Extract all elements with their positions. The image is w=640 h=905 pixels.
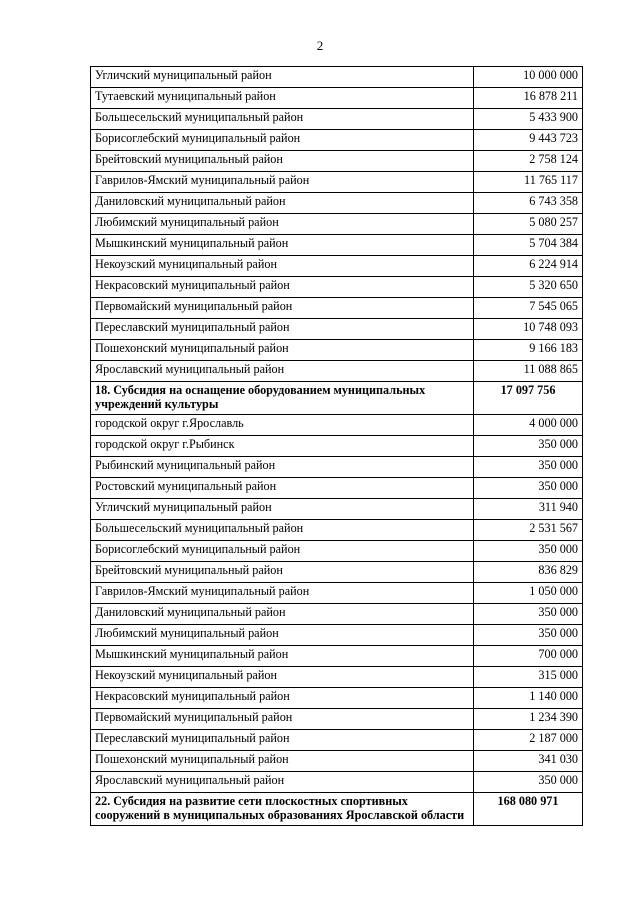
table-row <box>91 499 583 520</box>
section-title: 22. Субсидия на развитие сети плоскостных спортивных сооружений в муниципальных образованиях Ярославской области <box>91 793 474 826</box>
subsidy-amount: 5 080 257 <box>474 214 583 235</box>
table-row <box>91 583 583 604</box>
recipient-name: Пошехонский муниципальный район <box>91 751 474 772</box>
recipient-name: городской округ г.Ярославль <box>91 415 474 436</box>
recipient-name: Любимский муниципальный район <box>91 625 474 646</box>
table-row <box>91 457 583 478</box>
recipient-name: Первомайский муниципальный район <box>91 298 474 319</box>
subsidy-amount: 350 000 <box>474 436 583 457</box>
subsidy-amount: 10 000 000 <box>474 67 583 88</box>
subsidy-amount: 5 433 900 <box>474 109 583 130</box>
subsidy-amount: 9 443 723 <box>474 130 583 151</box>
subsidy-amount: 836 829 <box>474 562 583 583</box>
table-row <box>91 436 583 457</box>
subsidy-amount: 350 000 <box>474 772 583 793</box>
table-row <box>91 751 583 772</box>
recipient-name: Переславский муниципальный район <box>91 730 474 751</box>
table-row <box>91 730 583 751</box>
table-row <box>91 688 583 709</box>
subsidy-amount: 10 748 093 <box>474 319 583 340</box>
table-body <box>91 67 583 826</box>
table-row <box>91 361 583 382</box>
recipient-name: Угличский муниципальный район <box>91 67 474 88</box>
table-row <box>91 151 583 172</box>
table-row <box>91 520 583 541</box>
recipient-name: Большесельский муниципальный район <box>91 109 474 130</box>
recipient-name: Даниловский муниципальный район <box>91 604 474 625</box>
recipient-name: Борисоглебский муниципальный район <box>91 130 474 151</box>
recipient-name: Гаврилов-Ямский муниципальный район <box>91 583 474 604</box>
recipient-name: Рыбинский муниципальный район <box>91 457 474 478</box>
subsidy-amount: 350 000 <box>474 457 583 478</box>
subsidy-amount: 1 234 390 <box>474 709 583 730</box>
recipient-name: Первомайский муниципальный район <box>91 709 474 730</box>
subsidy-amount: 700 000 <box>474 646 583 667</box>
subsidy-amount: 11 088 865 <box>474 361 583 382</box>
subsidy-amount: 11 765 117 <box>474 172 583 193</box>
subsidy-amount: 6 224 914 <box>474 256 583 277</box>
subsidy-amount: 1 050 000 <box>474 583 583 604</box>
table-row <box>91 709 583 730</box>
recipient-name: Ростовский муниципальный район <box>91 478 474 499</box>
table-row <box>91 256 583 277</box>
subsidy-amount: 2 531 567 <box>474 520 583 541</box>
table-row <box>91 277 583 298</box>
table-row <box>91 67 583 88</box>
recipient-name: Ярославский муниципальный район <box>91 361 474 382</box>
subsidy-amount: 4 000 000 <box>474 415 583 436</box>
recipient-name: Брейтовский муниципальный район <box>91 562 474 583</box>
subsidy-table <box>90 66 583 826</box>
recipient-name: Любимский муниципальный район <box>91 214 474 235</box>
table-row <box>91 340 583 361</box>
recipient-name: Пошехонский муниципальный район <box>91 340 474 361</box>
recipient-name: Борисоглебский муниципальный район <box>91 541 474 562</box>
subsidy-amount: 7 545 065 <box>474 298 583 319</box>
recipient-name: Некоузский муниципальный район <box>91 256 474 277</box>
subsidy-amount: 350 000 <box>474 604 583 625</box>
table-row <box>91 478 583 499</box>
section-title: 18. Субсидия на оснащение оборудованием муниципальных учреждений культуры <box>91 382 474 415</box>
section-total: 17 097 756 <box>474 382 583 415</box>
recipient-name: Некрасовский муниципальный район <box>91 277 474 298</box>
recipient-name: Мышкинский муниципальный район <box>91 646 474 667</box>
recipient-name: Переславский муниципальный район <box>91 319 474 340</box>
subsidy-amount: 16 878 211 <box>474 88 583 109</box>
recipient-name: Большесельский муниципальный район <box>91 520 474 541</box>
table-row <box>91 562 583 583</box>
subsidy-amount: 350 000 <box>474 625 583 646</box>
subsidy-amount: 350 000 <box>474 478 583 499</box>
subsidy-amount: 5 704 384 <box>474 235 583 256</box>
section-heading-row <box>91 382 583 415</box>
table-row <box>91 235 583 256</box>
subsidy-amount: 341 030 <box>474 751 583 772</box>
table-row <box>91 298 583 319</box>
subsidy-amount: 6 743 358 <box>474 193 583 214</box>
section-heading-row <box>91 793 583 826</box>
table-row <box>91 193 583 214</box>
table-row <box>91 667 583 688</box>
table-row <box>91 541 583 562</box>
table-row <box>91 88 583 109</box>
recipient-name: Тутаевский муниципальный район <box>91 88 474 109</box>
table-row <box>91 214 583 235</box>
table-row <box>91 109 583 130</box>
section-total: 168 080 971 <box>474 793 583 826</box>
subsidy-amount: 9 166 183 <box>474 340 583 361</box>
recipient-name: Некоузский муниципальный район <box>91 667 474 688</box>
subsidy-amount: 2 758 124 <box>474 151 583 172</box>
subsidy-amount: 311 940 <box>474 499 583 520</box>
table-row <box>91 604 583 625</box>
table-row <box>91 319 583 340</box>
subsidy-amount: 315 000 <box>474 667 583 688</box>
recipient-name: Гаврилов-Ямский муниципальный район <box>91 172 474 193</box>
table-row <box>91 415 583 436</box>
recipient-name: городской округ г.Рыбинск <box>91 436 474 457</box>
subsidy-amount: 350 000 <box>474 541 583 562</box>
subsidy-amount: 2 187 000 <box>474 730 583 751</box>
recipient-name: Некрасовский муниципальный район <box>91 688 474 709</box>
table-row <box>91 172 583 193</box>
recipient-name: Брейтовский муниципальный район <box>91 151 474 172</box>
table-row <box>91 625 583 646</box>
recipient-name: Мышкинский муниципальный район <box>91 235 474 256</box>
recipient-name: Угличский муниципальный район <box>91 499 474 520</box>
recipient-name: Даниловский муниципальный район <box>91 193 474 214</box>
subsidy-amount: 1 140 000 <box>474 688 583 709</box>
table-row <box>91 772 583 793</box>
recipient-name: Ярославский муниципальный район <box>91 772 474 793</box>
subsidy-amount: 5 320 650 <box>474 277 583 298</box>
table-row <box>91 130 583 151</box>
page-number: 2 <box>316 38 324 53</box>
table-row <box>91 646 583 667</box>
